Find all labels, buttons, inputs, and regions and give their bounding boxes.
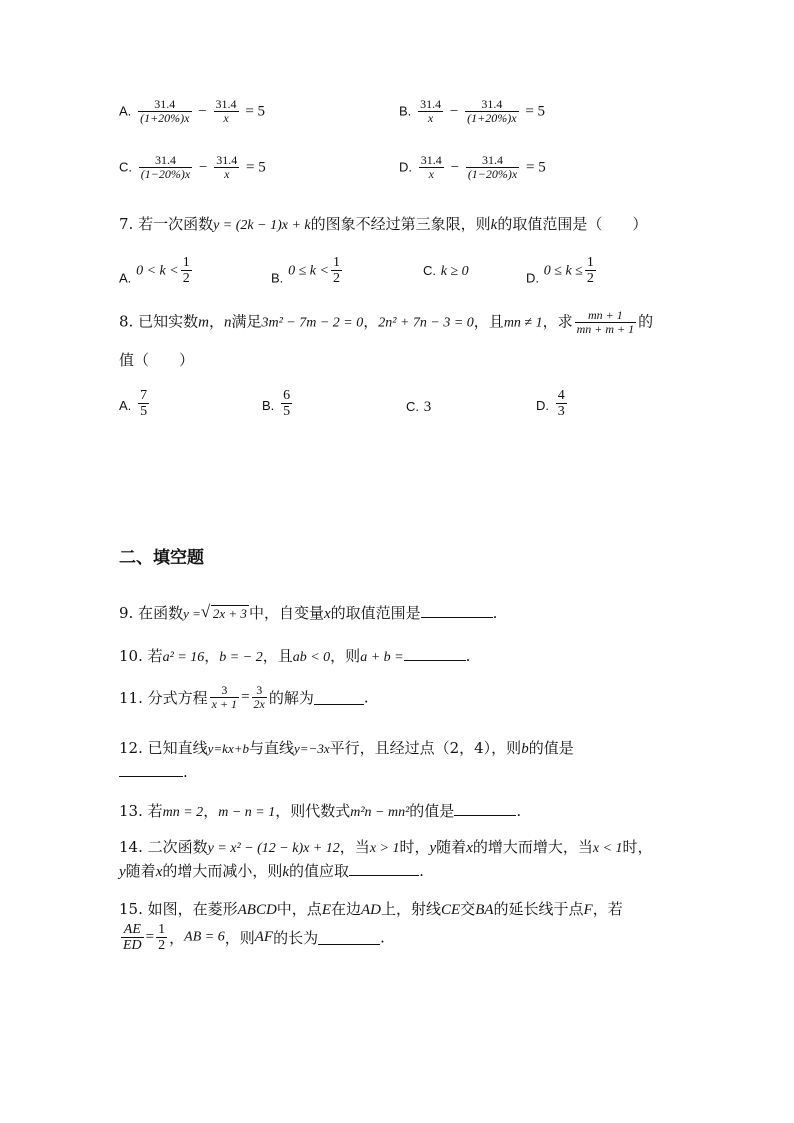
fraction: $\frac{4}{3}$	[557, 388, 565, 419]
q6-option-a[interactable]: A. $\frac{31.4}{(1+20\%)x}$ − $\frac{31.4}{x}$ = 5	[119, 97, 266, 125]
q8-option-a[interactable]	[119, 388, 151, 419]
question-14-line-2: y随着x的增大而减小，则k的值应取 .	[119, 862, 424, 880]
q7-option-d[interactable]: D. 0 ≤ k ≤ $\frac{1}{2}$	[526, 255, 594, 286]
answer-blank[interactable]	[454, 801, 516, 816]
q6-option-c[interactable]: C. $\frac{31.4}{(1-20\%)x}$ − $\frac{31.4}{x}$ = 5	[119, 153, 266, 181]
question-12: 12. 已知直线y=kx+b与直线y=−3x平行，且经过点（2，4），则b的值是	[119, 739, 574, 757]
fraction: $\frac{31.4}{(1+20\%)x}$	[140, 97, 190, 125]
fraction: $\frac{3}{2x}$	[253, 683, 265, 711]
question-8: 8. 已知实数m，n满足3m² − 7m − 2 = 0，2n² + 7n − 3 = 0，且mn ≠ 1，求 $\frac{mn + 1}{mn + m + 1}$ 的	[119, 308, 654, 336]
option-label: A.	[119, 398, 132, 413]
question-9: 9. 在函数y = √ 2x + 3 中，自变量x的取值范围是 .	[119, 602, 498, 622]
question-11: 11. 分式方程 $\frac{3}{x + 1}$ = $\frac{3}{2x}$ 的解为 .	[119, 683, 369, 711]
option-label: D.	[399, 159, 412, 175]
option-label: C.	[406, 399, 419, 414]
section-title: 二、填空题	[119, 548, 204, 568]
answer-blank[interactable]	[119, 762, 183, 777]
question-12-line-2: .	[119, 762, 188, 781]
answer-blank[interactable]	[404, 646, 466, 661]
q6-option-d[interactable]: D. $\frac{31.4}{x}$ − $\frac{31.4}{(1-20\%)x}$ = 5	[399, 153, 546, 181]
option-label: D.	[536, 398, 549, 413]
answer-blank[interactable]	[314, 690, 364, 705]
fraction: $\frac{31.4}{x}$	[420, 153, 442, 181]
fraction: $\frac{1}{2}$	[158, 922, 166, 953]
question-15-line-2: $\frac{AE}{ED}$ = $\frac{1}{2}$ ，AB = 6，则AF的长为 .	[123, 922, 385, 953]
fraction: $\frac{AE}{ED}$	[123, 922, 142, 953]
q6-option-b[interactable]: B. $\frac{31.4}{x}$ − $\frac{31.4}{(1+20\%)x}$ = 5	[399, 97, 546, 125]
fraction: $\frac{1}{2}$	[332, 255, 340, 286]
fraction: $\frac{mn + 1}{mn + m + 1}$	[576, 308, 635, 336]
fraction: $\frac{31.4}{x}$	[216, 153, 238, 181]
q7-option-a[interactable]: A. 0 < k < $\frac{1}{2}$	[119, 255, 190, 286]
option-label: D.	[526, 270, 539, 286]
option-label: C.	[423, 263, 436, 278]
answer-blank[interactable]	[318, 930, 380, 945]
fraction: $\frac{31.4}{(1-20\%)x}$	[140, 153, 191, 181]
question-10: 10. 若a² = 16，b = − 2，且ab < 0，则a + b = .	[119, 647, 471, 665]
option-label: B.	[399, 103, 412, 119]
answer-blank[interactable]	[349, 861, 419, 876]
fraction: $\frac{7}{5}$	[140, 388, 148, 419]
sqrt: √ 2x + 3	[200, 602, 247, 621]
fraction: $\frac{31.4}{(1+20\%)x}$	[467, 97, 517, 125]
fraction: $\frac{31.4}{(1-20\%)x}$	[467, 153, 518, 181]
question-7: 7. 若一次函数y = (2k − 1)x + k的图象不经过第三象限，则k的取值范围是（ ）	[119, 215, 648, 233]
option-label: B.	[271, 270, 284, 286]
question-13: 13. 若mn = 2，m − n = 1，则代数式m²n − mn²的值是 .	[119, 802, 522, 820]
q8-option-b[interactable]	[262, 388, 294, 419]
fraction: $\frac{31.4}{x}$	[420, 97, 442, 125]
q8-option-d[interactable]	[536, 388, 569, 419]
option-label: A.	[119, 103, 132, 119]
option-label: C.	[119, 159, 132, 175]
fraction: $\frac{31.4}{x}$	[215, 97, 237, 125]
fraction: $\frac{6}{5}$	[283, 388, 291, 419]
question-14: 14. 二次函数y = x² − (12 − k)x + 12，当x > 1时，y随着x的增大而增大，当x < 1时，	[119, 838, 653, 856]
q7-option-b[interactable]: B. 0 ≤ k < $\frac{1}{2}$	[271, 255, 340, 286]
fraction: $\frac{1}{2}$	[182, 255, 190, 286]
fraction: $\frac{3}{x + 1}$	[211, 683, 238, 711]
q7-option-c[interactable]: C. k ≥ 0	[423, 263, 469, 279]
option-label: B.	[262, 398, 275, 413]
fraction: $\frac{1}{2}$	[586, 255, 594, 286]
question-8-line-2: 值（ ）	[119, 351, 195, 369]
question-15: 15. 如图，在菱形ABCD中，点E在边AD上，射线CE交BA的延长线于点F，若	[119, 900, 623, 918]
option-label: A.	[119, 270, 132, 286]
q8-option-c[interactable]: C. 3	[406, 399, 432, 415]
answer-blank[interactable]	[421, 603, 493, 618]
